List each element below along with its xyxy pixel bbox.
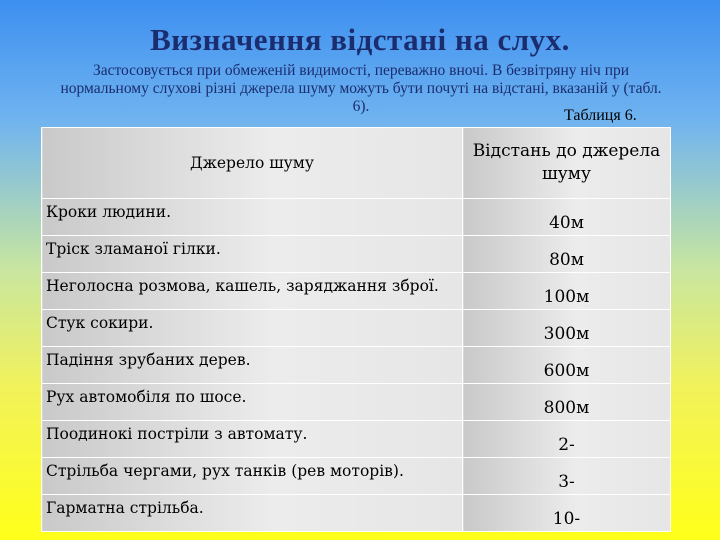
table-row: [42, 347, 671, 384]
distance-cell: 10-: [463, 495, 671, 532]
page-title: Визначення відстані на слух.: [150, 22, 570, 57]
distance-cell: 3-: [463, 458, 671, 495]
noise-source-cell: Стрільба чергами, рух танків (рев моторів).: [42, 458, 463, 495]
table-row: [42, 421, 671, 458]
noise-source-cell: Поодинокі постріли з автомату.: [42, 421, 463, 458]
table-row: [42, 199, 671, 236]
noise-source-cell: Падіння зрубаних дерев.: [42, 347, 463, 384]
noise-source-cell: Тріск зламаної гілки.: [42, 236, 463, 273]
table-row: [42, 458, 671, 495]
noise-source-cell: Гарматна стрільба.: [42, 495, 463, 532]
table-row: [42, 236, 671, 273]
header-distance: Відстань до джерела шуму: [463, 128, 671, 199]
distance-cell: 80м: [463, 236, 671, 273]
noise-source-cell: Неголосна розмова, кашель, заряджання зброї.: [42, 273, 463, 310]
distance-cell: 600м: [463, 347, 671, 384]
noise-source-cell: Стук сокири.: [42, 310, 463, 347]
page-subtitle: Застосовується при обмеженій видимості, переважно вночі. В безвітряну ніч при нормальному слухові різні джерела шуму можуть бути почуті на відстані, вказаній у (табл. 6).: [60, 62, 662, 115]
distance-cell: 800м: [463, 384, 671, 421]
distance-cell: 40м: [463, 199, 671, 236]
table-row: [42, 384, 671, 421]
noise-source-cell: Кроки людини.: [42, 199, 463, 236]
table-header-row: [42, 128, 671, 199]
noise-source-cell: Рух автомобіля по шосе.: [42, 384, 463, 421]
header-noise-source: Джерело шуму: [42, 128, 463, 199]
distance-cell: 300м: [463, 310, 671, 347]
noise-distance-table: [41, 127, 671, 532]
table-caption: Таблиця 6.: [564, 107, 637, 124]
table-row: [42, 310, 671, 347]
distance-cell: 2-: [463, 421, 671, 458]
table-row: [42, 273, 671, 310]
table-row: [42, 495, 671, 532]
distance-cell: 100м: [463, 273, 671, 310]
